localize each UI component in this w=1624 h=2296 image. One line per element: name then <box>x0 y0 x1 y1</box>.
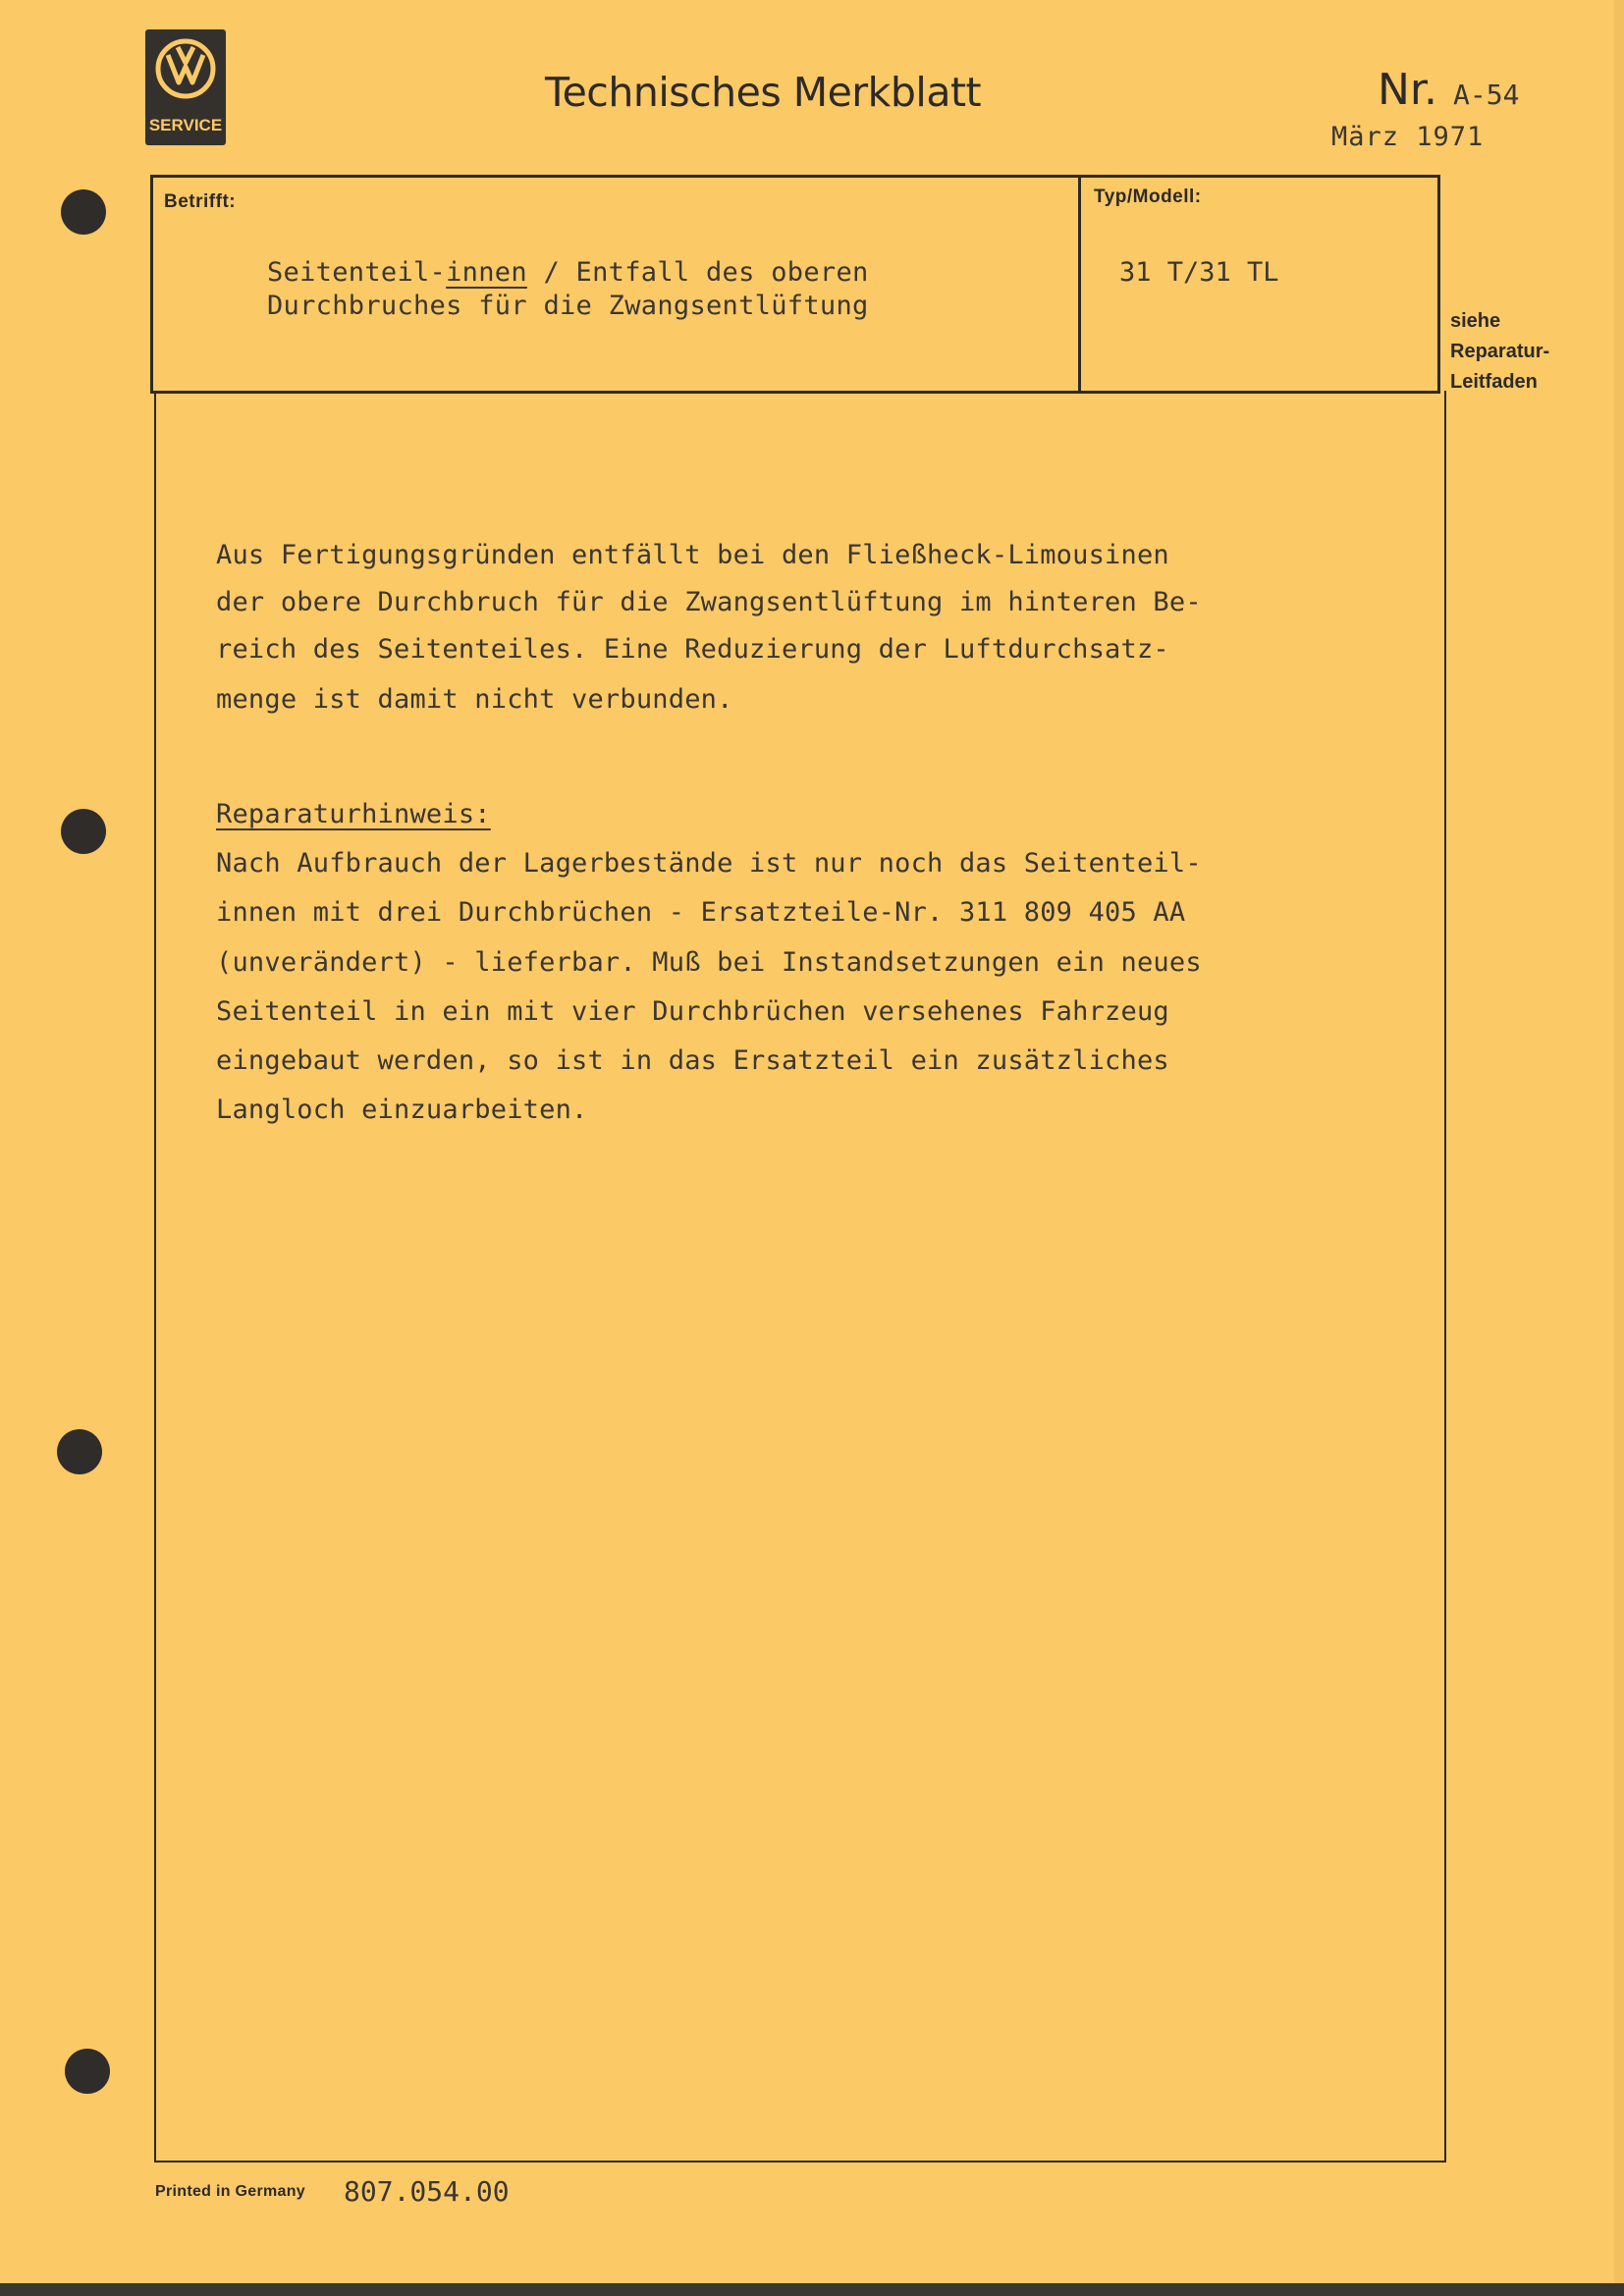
body-line: Langloch einzuarbeiten. <box>216 1095 588 1125</box>
reference-note <box>1450 306 1549 398</box>
body-line: Aus Fertigungsgründen entfällt bei den Fließheck-Limousinen <box>216 540 1169 570</box>
reference-line: Reparatur- <box>1450 341 1550 362</box>
vw-service-logo <box>145 29 226 145</box>
issue-date: März 1971 <box>1331 122 1485 152</box>
subject-box-divider <box>1078 175 1081 391</box>
sheet-number: A-54 <box>1453 79 1520 111</box>
subject-label: Betrifft: <box>164 191 237 212</box>
punch-hole <box>65 2049 110 2094</box>
paper-edge <box>1614 0 1624 2296</box>
punch-hole <box>61 189 106 235</box>
reference-line: Leitfaden <box>1450 371 1538 393</box>
body-line: Seitenteil in ein mit vier Durchbrüchen versehenes Fahrzeug <box>216 996 1169 1027</box>
body-line: reich des Seitenteiles. Eine Reduzierung der Luftdurchsatz- <box>216 634 1169 665</box>
body-line: menge ist damit nicht verbunden. <box>216 684 733 715</box>
printed-in-label: Printed in Germany <box>155 2183 305 2200</box>
punch-hole <box>57 1429 102 1474</box>
vw-emblem-icon <box>154 37 217 100</box>
body-line: Nach Aufbrauch der Lagerbestände ist nur noch das Seitenteil- <box>216 848 1202 879</box>
page-title: Technisches Merkblatt <box>545 69 982 116</box>
scan-bottom-edge <box>0 2283 1624 2296</box>
punch-hole <box>61 809 106 854</box>
repair-heading: Reparaturhinweis: <box>216 799 491 829</box>
number-label: Nr. <box>1378 65 1437 115</box>
body-line: innen mit drei Durchbrüchen - Ersatzteile-Nr. 311 809 405 AA <box>216 897 1186 928</box>
reference-line: siehe <box>1450 310 1501 332</box>
subject-line-2: Durchbruches für die Zwangsentlüftung <box>267 291 869 321</box>
subject-underlined-word: innen <box>446 257 527 288</box>
body-line: eingebaut werden, so ist in das Ersatzteil ein zusätzliches <box>216 1045 1169 1076</box>
model-value: 31 T/31 TL <box>1119 257 1279 288</box>
subject-line-1-prefix: Seitenteil- <box>267 257 447 288</box>
logo-text: SERVICE <box>148 116 223 134</box>
subject-line-1 <box>267 257 869 288</box>
subject-line-1-suffix: / Entfall des oberen <box>526 257 869 288</box>
body-line: der obere Durchbruch für die Zwangsentlüftung im hinteren Be- <box>216 587 1202 617</box>
body-line: (unverändert) - lieferbar. Muß bei Instandsetzungen ein neues <box>216 947 1202 978</box>
model-label: Typ/Modell: <box>1094 187 1202 207</box>
print-code: 807.054.00 <box>344 2175 510 2208</box>
